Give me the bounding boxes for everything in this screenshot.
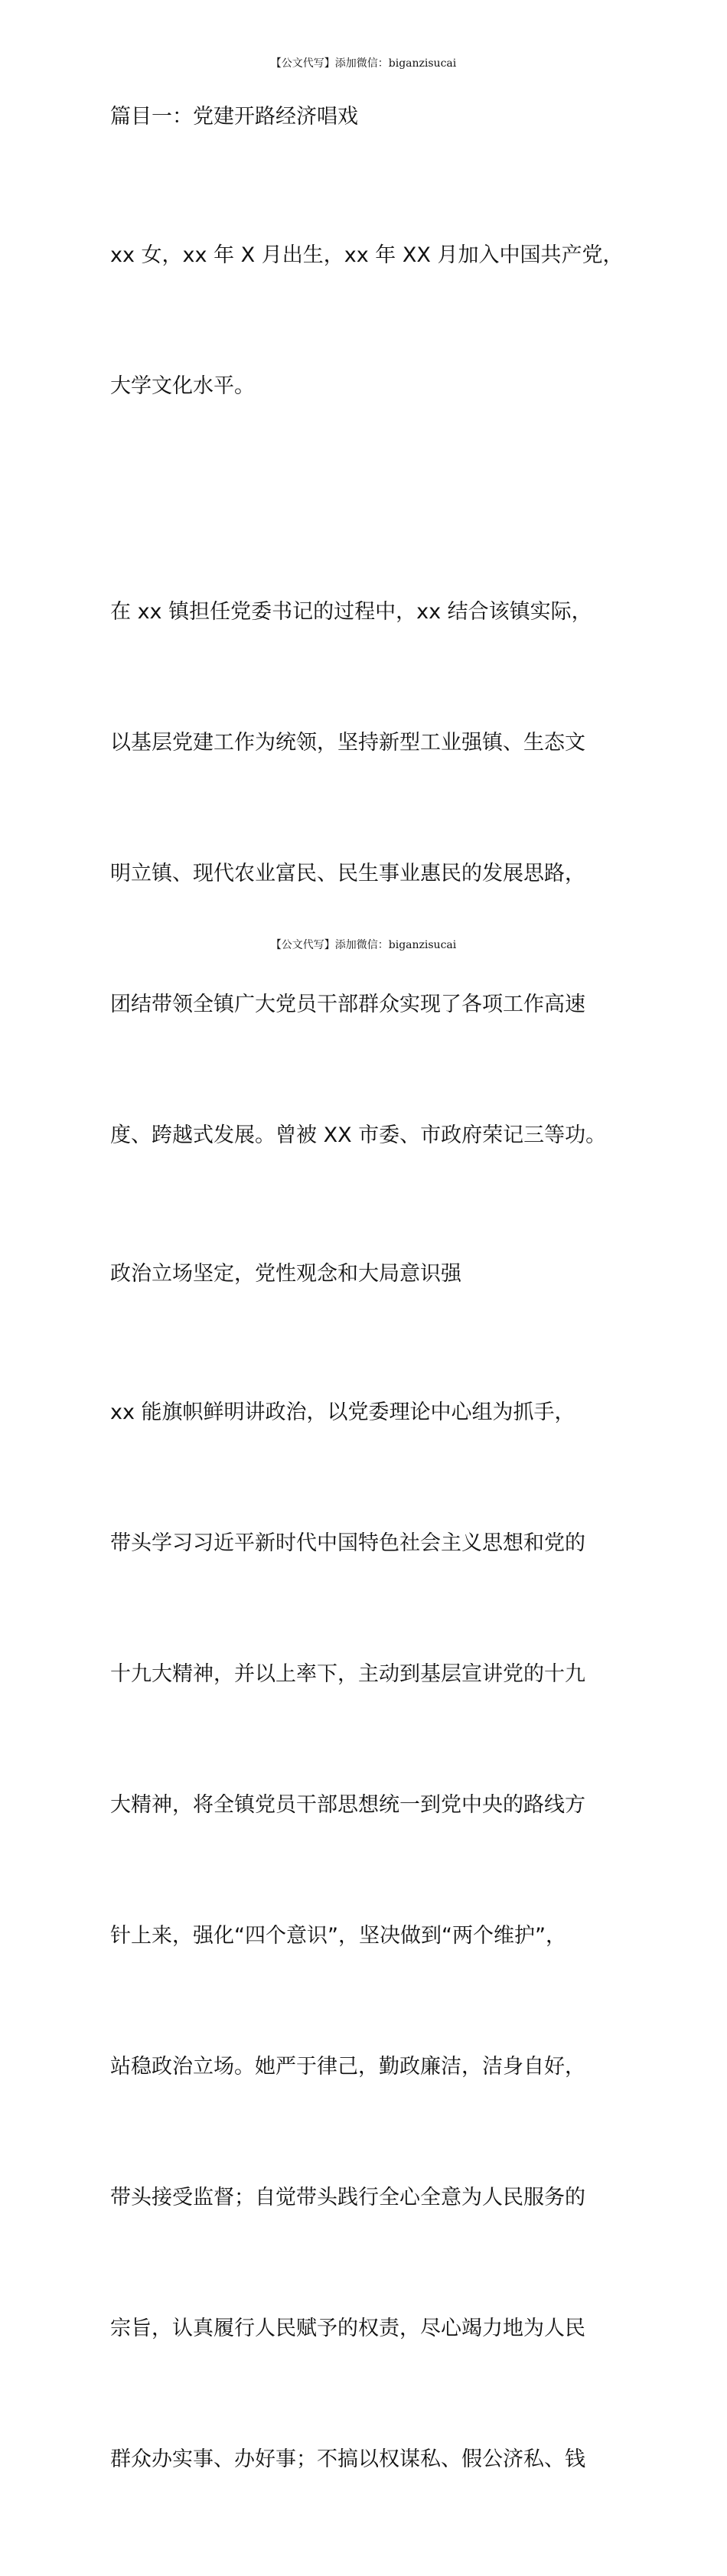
intro-paragraph [110, 146, 638, 495]
text-line: 在 xx 镇担任党委书记的过程中，xx 结合该镇实际， [110, 600, 592, 624]
text-line: xx 能旗帜鲜明讲政治，以党委理论中心组为抓手， [110, 1400, 575, 1424]
title-line: 篇目一：党建开路经济唱戏 [110, 105, 358, 129]
body-paragraph [110, 1303, 638, 2568]
text-line: 宗旨，认真履行人民赋予的权责，尽心竭力地为人民 [110, 2317, 585, 2340]
text-line: 带头接受监督；自觉带头践行全心全意为人民服务的 [110, 2186, 585, 2209]
text-line: 度、跨越式发展。曾被 XX 市委、市政府荣记三等功。 [110, 1123, 607, 1147]
text-line: 以基层党建工作为统领，坚持新型工业强镇、生态文 [110, 731, 585, 755]
document-body [110, 95, 638, 2576]
text-line: 群众办实事、办好事；不搞以权谋私、假公济私、钱 [110, 2447, 585, 2471]
document-title [110, 95, 638, 139]
section-heading [110, 1252, 638, 1296]
text-line: 带头学习习近平新时代中国特色社会主义思想和党的 [110, 1531, 585, 1555]
header-note: 【公文代写】添加微信：biganzisucai [270, 57, 457, 70]
heading-line: 政治立场坚定，党性观念和大局意识强 [110, 1262, 461, 1286]
text-line: 大精神，将全镇党员干部思想统一到党中央的路线方 [110, 1793, 585, 1817]
text-line: 团结带领全镇广大党员干部群众实现了各项工作高速 [110, 993, 585, 1016]
text-line: 针上来，强化“四个意识”，坚决做到“两个维护”， [110, 1924, 566, 1948]
text-line: xx 女，xx 年 X 月出生，xx 年 XX 月加入中国共产党， [110, 243, 624, 267]
text-line: 站稳政治立场。她严于律己，勤政廉洁，洁身自好， [110, 2055, 585, 2079]
summary-paragraph [110, 503, 638, 1244]
text-line: 大学文化水平。 [110, 374, 255, 398]
footer-note: 【公文代写】添加微信：biganzisucai [270, 939, 457, 951]
text-line: 十九大精神，并以上率下，主动到基层宣讲党的十九 [110, 1662, 585, 1686]
text-line: 明立镇、现代农业富民、民生事业惠民的发展思路， [110, 862, 585, 885]
